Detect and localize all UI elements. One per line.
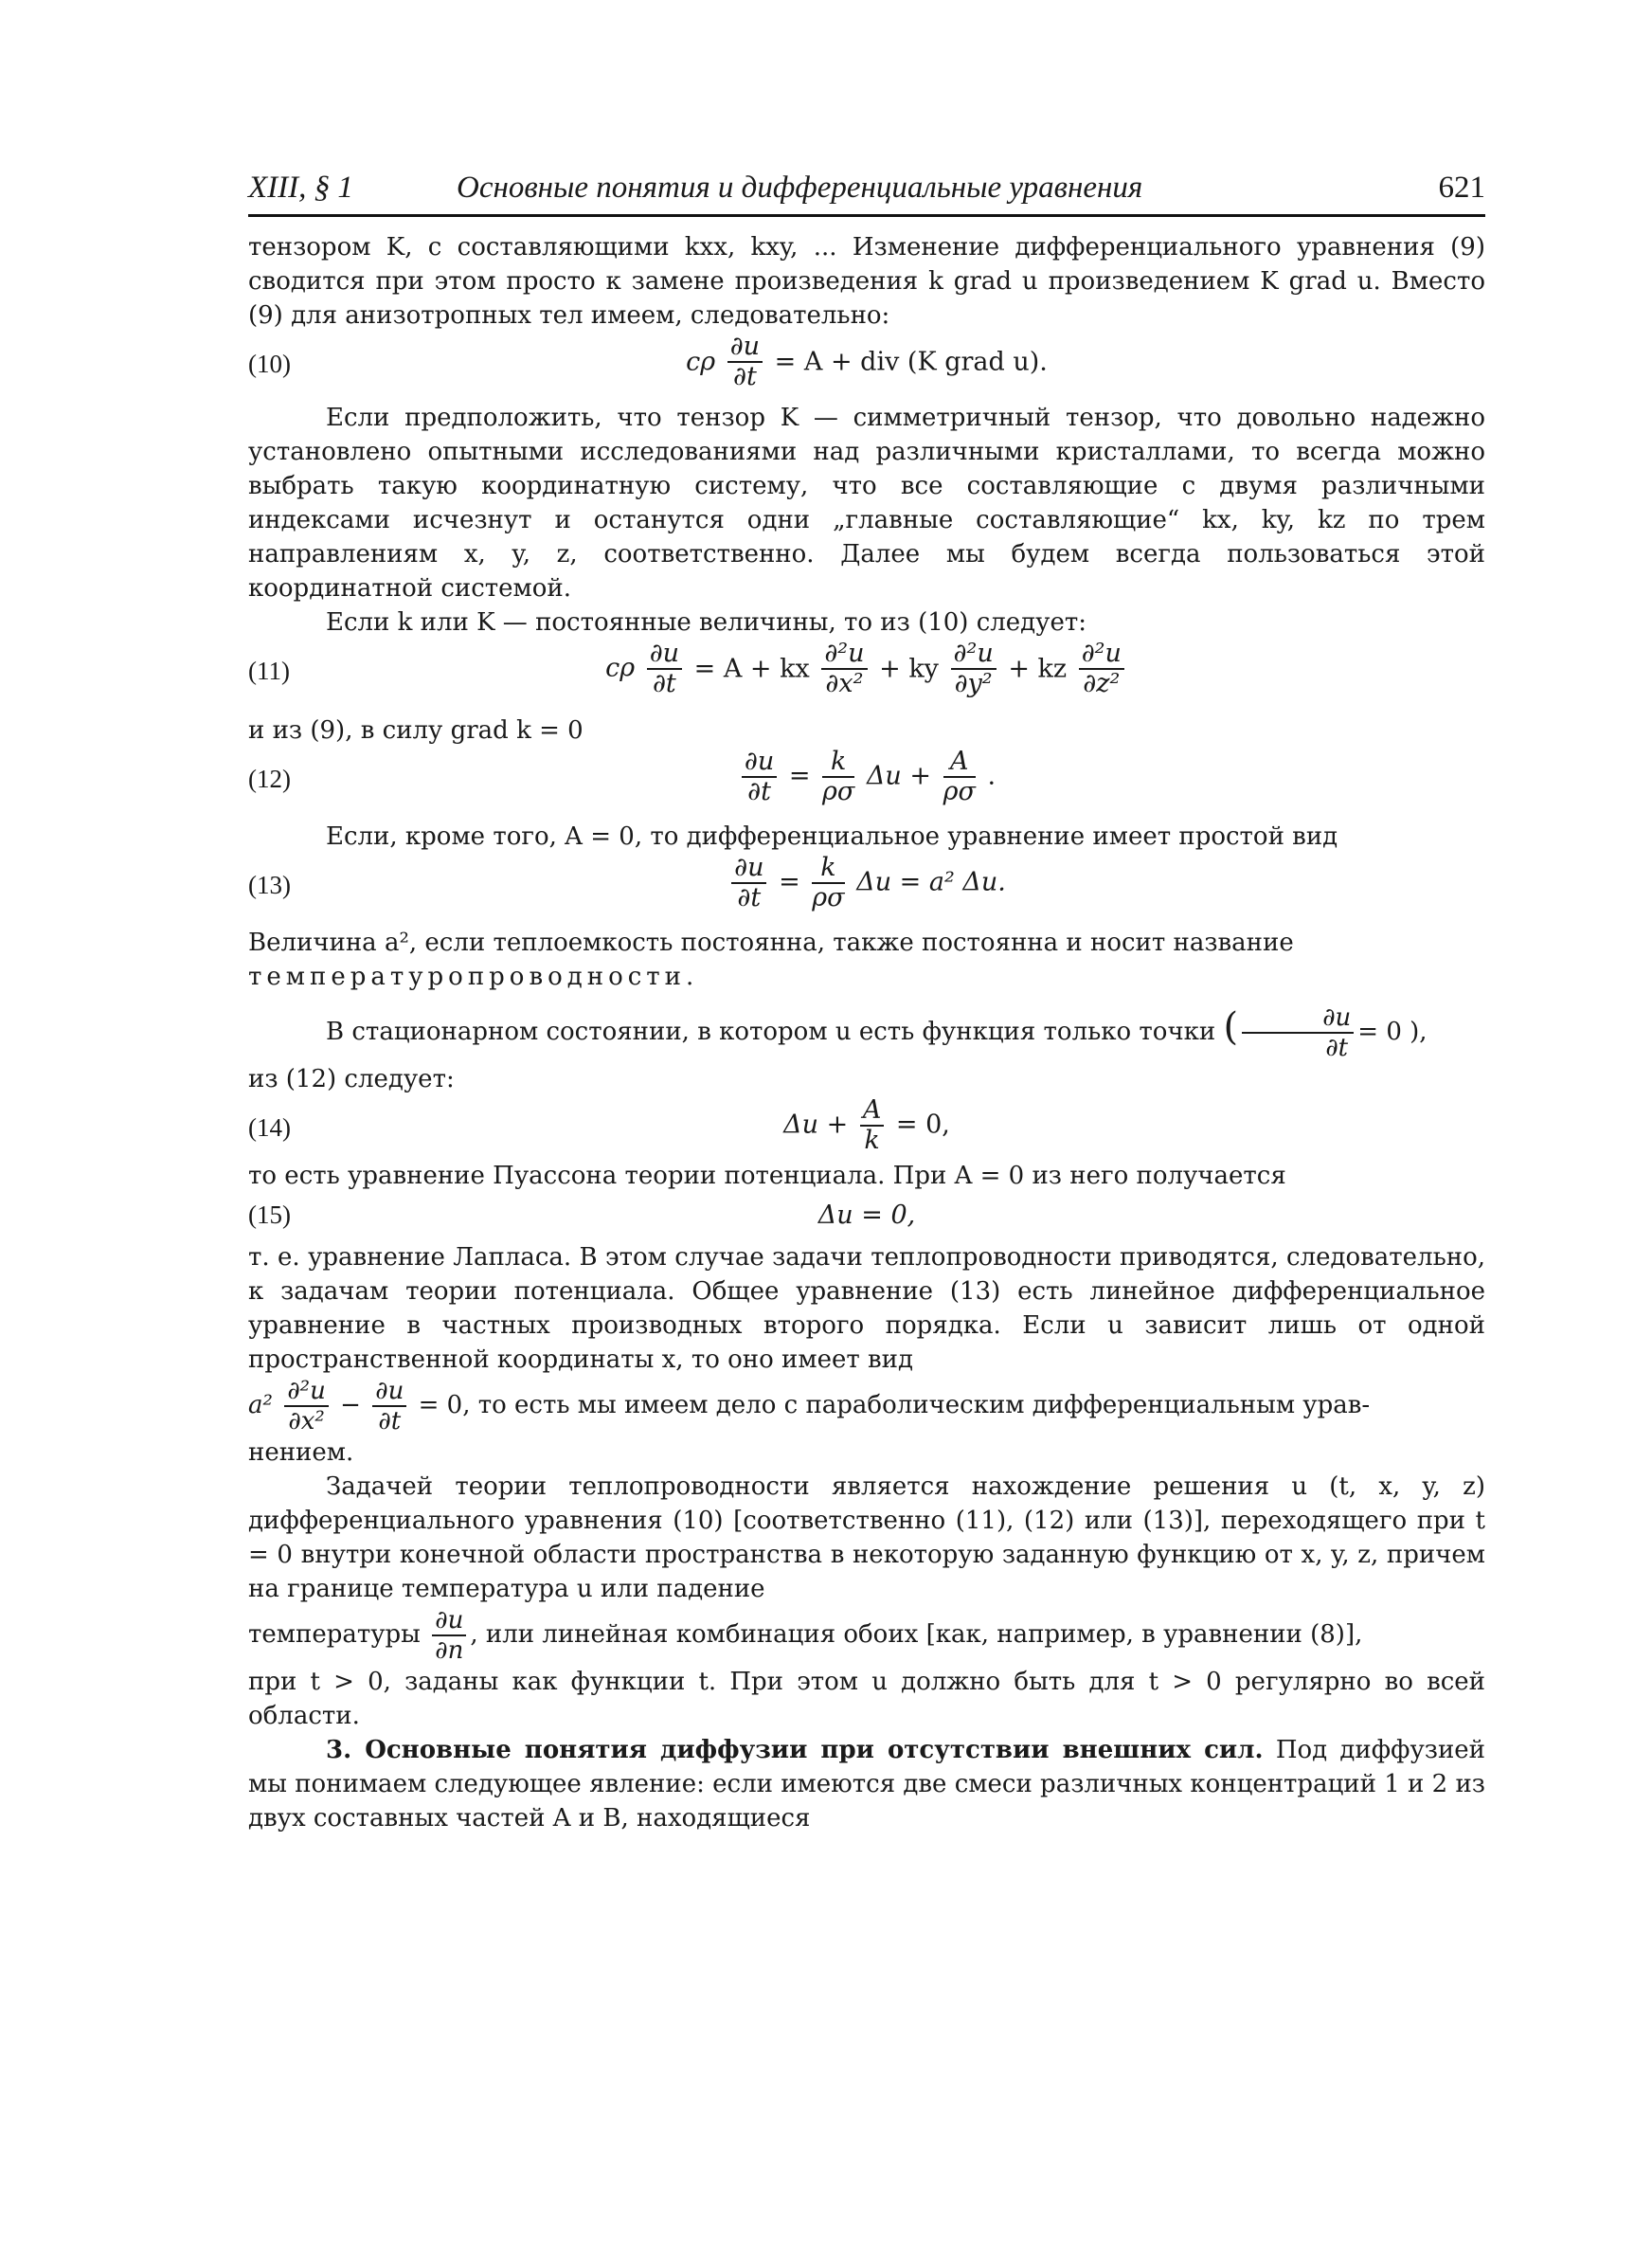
paragraph-10-formula	[248, 1377, 1485, 1435]
running-title: Основные понятия и дифференциальные уравнения	[457, 171, 1143, 205]
fraction: $\frac{k}{\rho\sigma}$	[822, 747, 855, 806]
paragraph-11: Задачей теории теплопроводности является нахождение решения u (t, x, y, z) дифференциального уравнения (10) [соответственно (11), (12) или (13)], переходящего при t = 0 внутри конечной области пространства в некоторую заданную функцию от x, y, z, причем на границе температура u или падение	[248, 1472, 1485, 1603]
fraction: $\frac{\text{∂²u}}{\text{∂x²}}$	[821, 640, 867, 698]
paragraph-10-tail: = 0, то есть мы имеем дело с параболическим дифференциальным урав-	[418, 1391, 1371, 1419]
equation-number: (11)	[248, 657, 290, 685]
paragraph-3: Если k или K — постоянные величины, то из (10) следует:	[326, 608, 1087, 637]
paragraph-10: т. е. уравнение Лапласа. В этом случае задачи теплопроводности приводятся, следовательно, к задачам теории потенциала. Общее уравнение (13) есть линейное дифференциальное уравнение в частных производных второго порядка. Если u зависит лишь от одной пространственной координаты x, то оно имеет вид	[248, 1243, 1485, 1374]
eq-lhs: cρ	[605, 653, 636, 683]
eq-sign: =	[779, 867, 800, 897]
fraction: $\frac{\text{∂²u}}{\text{∂z²}}$	[1079, 640, 1124, 698]
equation-10	[248, 333, 1485, 401]
fraction: $\frac{\partial u}{\partial t}$	[742, 748, 777, 806]
equation-number: (14)	[248, 1113, 291, 1142]
eq-term: .	[987, 761, 997, 791]
paragraph-6	[248, 926, 1485, 994]
paragraph-11-post: , или линейная комбинация обоих [как, например, в уравнении (8)],	[470, 1620, 1363, 1649]
equation-12	[248, 748, 1485, 820]
equation-15	[248, 1193, 1485, 1240]
eq-lhs: cρ	[686, 347, 716, 377]
paragraph-1: тензором K, с составляющими kxx, kxy, ... Изменение дифференциального уравнения (9) сводится при этом просто к замене произведения k grad u произведением K grad u. Вместо (9) для анизотропных тел имеем, следовательно:	[248, 233, 1485, 330]
fraction: $\frac{A}{\rho\sigma}$	[943, 747, 976, 806]
minus: −	[340, 1391, 361, 1419]
paragraph-7-end: = 0 ),	[1357, 1018, 1428, 1046]
paragraph-6-text: Величина a², если теплоемкость постоянна, также постоянна и носит название	[248, 929, 1294, 957]
fraction: $\frac{\partial u}{\partial t}$	[1242, 1003, 1354, 1062]
eq-body: Δu = 0,	[817, 1201, 916, 1230]
paragraph-7-text: В стационарном состоянии, в котором u есть функция только точки	[326, 1018, 1216, 1046]
section-heading: 3. Основные понятия диффузии при отсутствии внешних сил.	[326, 1736, 1264, 1764]
equation-number: (12)	[248, 765, 291, 793]
paragraph-4: и из (9), в силу grad k = 0	[248, 716, 584, 745]
equation-11	[248, 640, 1485, 713]
equation-13	[248, 854, 1485, 926]
equation-number: (13)	[248, 871, 291, 899]
fraction: $\frac{\partial u}{\partial t}$	[372, 1377, 406, 1435]
paragraph-11-pre: температуры	[248, 1620, 421, 1649]
fraction: $\frac{\text{∂²u}}{\text{∂x²}}$	[284, 1377, 329, 1435]
eq-lhs: Δu +	[783, 1110, 849, 1140]
paragraph-11-formula	[248, 1606, 1485, 1665]
fraction: $\frac{\partial u}{\partial t}$	[731, 854, 766, 912]
fraction: $\frac{\partial u}{\partial t}$	[727, 333, 763, 391]
section-number: XIII, § 1	[248, 171, 353, 205]
page-number: 621	[1438, 171, 1485, 205]
paragraph-5: Если, кроме того, A = 0, то дифференциальное уравнение имеет простой вид	[326, 822, 1338, 851]
eq-sign: =	[788, 761, 811, 791]
page	[248, 161, 1485, 1835]
coef: a²	[248, 1391, 273, 1419]
paragraph-8: из (12) следует:	[248, 1065, 455, 1093]
equation-number: (10)	[248, 350, 291, 378]
paragraph-12-text: Под диффузией мы понимаем следующее явление: если имеются две смеси различных концентраций 1 и 2 из двух составных частей A и B, находящиеся	[248, 1736, 1485, 1833]
equation-number: (15)	[248, 1201, 291, 1229]
paragraph-7	[248, 1003, 1485, 1062]
equation-14	[248, 1096, 1485, 1159]
eq-rhs: = A + div (K grad u).	[774, 347, 1048, 377]
running-header	[248, 161, 1485, 217]
fraction: $\frac{\text{∂²u}}{\text{∂y²}}$	[951, 640, 997, 698]
eq-term: + kz	[1008, 654, 1068, 684]
fraction: $\frac{\partial u}{\partial n}$	[432, 1606, 466, 1665]
eq-rhs: = 0,	[895, 1110, 950, 1140]
eq-term: Δu +	[866, 761, 932, 791]
paragraph-11-end: при t > 0, заданы как функции t. При этом u должно быть для t > 0 регулярно во всей области.	[248, 1668, 1485, 1730]
paragraph-9: то есть уравнение Пуассона теории потенциала. При A = 0 из него получается	[248, 1162, 1286, 1190]
fraction: $\frac{\partial u}{\partial t}$	[647, 640, 682, 698]
eq-term: = A + kx	[693, 654, 810, 684]
eq-rhs: Δu = a² Δu.	[856, 867, 1006, 897]
fraction: $\frac{k}{\rho\sigma}$	[812, 853, 845, 912]
open-paren: (	[1223, 1005, 1239, 1049]
eq-term: + ky	[879, 654, 939, 684]
paragraph-12	[248, 1733, 1485, 1835]
fraction: $\frac{A}{k}$	[860, 1096, 885, 1155]
emphasized-term: температуропроводности.	[248, 963, 699, 991]
paragraph-10-last: нением.	[248, 1438, 354, 1467]
paragraph-2: Если предположить, что тензор K — симметричный тензор, что довольно надежно установлено опытными исследованиями над различными кристаллами, то всегда можно выбрать такую координатную систему, что все составляющие с двумя различными индексами исчезнут и останутся одни „главные составляющие“ kx, ky, kz по трем направлениям x, y, z, соответственно. Далее мы будем всегда пользоваться этой координатной системой.	[248, 404, 1485, 603]
